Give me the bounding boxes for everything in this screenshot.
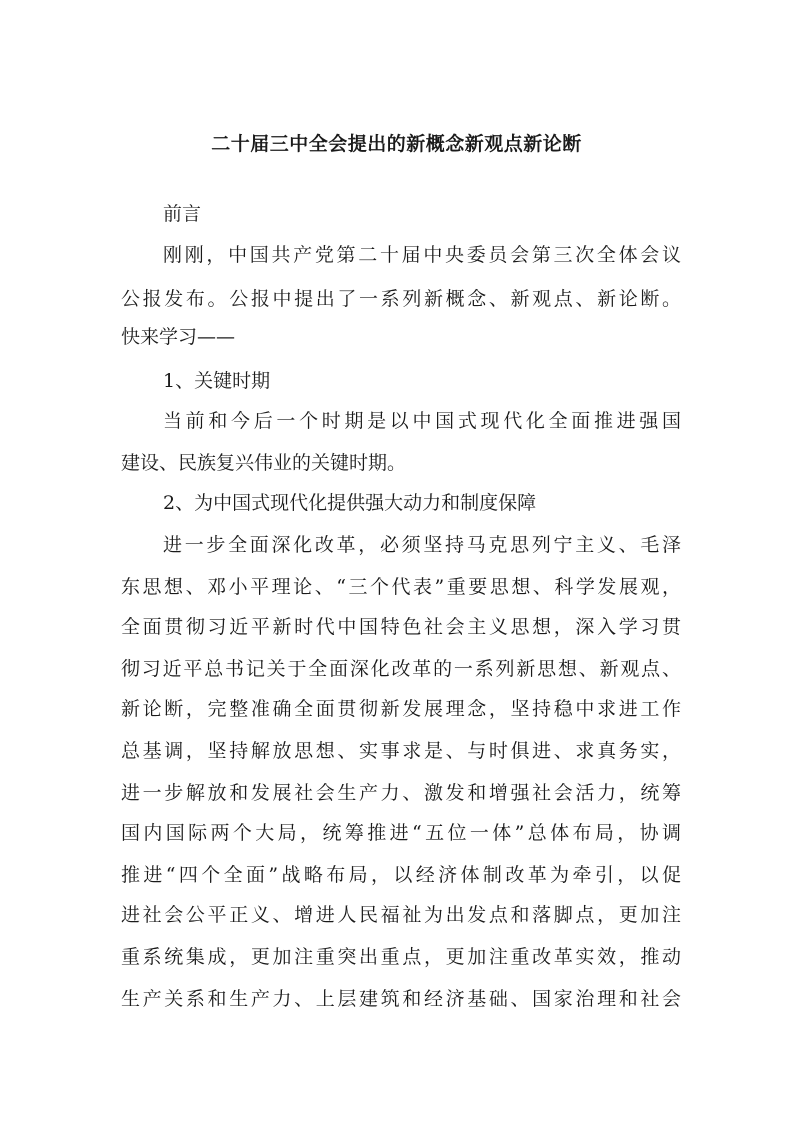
paragraph-line: 国内国际两个大局，统筹推进“五位一体”总体布局，协调 — [121, 822, 681, 844]
section-heading-2: 2、为中国式现代化提供强大动力和制度保障 — [163, 492, 537, 514]
paragraph-line: 新论断，完整准确全面贯彻新发展理念，坚持稳中求进工作 — [121, 698, 681, 720]
paragraph-line: 东思想、邓小平理论、“三个代表”重要思想、科学发展观， — [121, 576, 681, 598]
paragraph-line: 建设、民族复兴伟业的关键时期。 — [121, 452, 407, 474]
paragraph-line: 进一步全面深化改革，必须坚持马克思列宁主义、毛泽 — [163, 534, 681, 556]
paragraph-line: 刚刚，中国共产党第二十届中央委员会第三次全体会议 — [163, 244, 681, 266]
paragraph-line: 重系统集成，更加注重突出重点，更加注重改革实效，推动 — [121, 946, 681, 968]
paragraph-line: 当前和今后一个时期是以中国式现代化全面推进强国 — [163, 410, 681, 432]
paragraph-line: 全面贯彻习近平新时代中国特色社会主义思想，深入学习贯 — [121, 616, 681, 638]
paragraph-line: 推进“四个全面”战略布局，以经济体制改革为牵引，以促 — [121, 864, 681, 886]
paragraph-line: 进一步解放和发展社会生产力、激发和增强社会活力，统筹 — [121, 782, 681, 804]
paragraph-line: 生产关系和生产力、上层建筑和经济基础、国家治理和社会 — [121, 988, 681, 1010]
document-title: 二十届三中全会提出的新概念新观点新论断 — [211, 133, 582, 155]
section-heading-1: 1、关键时期 — [163, 370, 271, 392]
preface-heading: 前言 — [163, 203, 202, 225]
paragraph-line: 彻习近平总书记关于全面深化改革的一系列新思想、新观点、 — [121, 658, 681, 680]
paragraph-line: 公报发布。公报中提出了一系列新概念、新观点、新论断。 — [121, 288, 681, 310]
paragraph-line: 进社会公平正义、增进人民福祉为出发点和落脚点，更加注 — [121, 904, 681, 926]
paragraph-line: 快来学习—— — [121, 326, 236, 348]
paragraph-line: 总基调，坚持解放思想、实事求是、与时俱进、求真务实， — [121, 740, 681, 762]
